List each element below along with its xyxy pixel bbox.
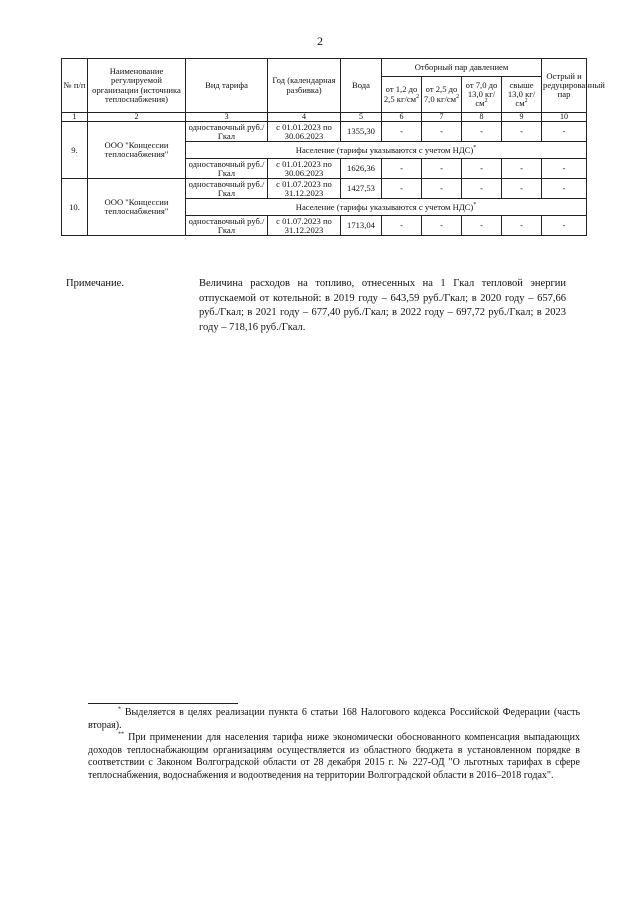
- sharp-steam-value: -: [542, 159, 587, 179]
- footnote-text: Выделяется в целях реализации пункта 6 статьи 168 Налогового кодекса Российской Федерации (часть вторая).: [88, 707, 581, 731]
- steam-4-unit: кг/см: [515, 88, 536, 108]
- steam-2-range: от 2,5 до 7,0: [423, 84, 458, 104]
- tariff-type: одноставочный руб./Гкал: [186, 216, 268, 236]
- footnote-mark: *: [473, 145, 477, 152]
- header-num: № п/п: [62, 59, 88, 113]
- organization-name: ООО "Концессии теплоснабжения": [88, 122, 186, 179]
- column-number: 1: [62, 113, 88, 122]
- column-number: 6: [382, 113, 422, 122]
- water-tariff: 1427,53: [341, 179, 382, 199]
- footnotes: [88, 707, 580, 782]
- sharp-steam-value: -: [542, 179, 587, 199]
- row-number: 10.: [62, 179, 88, 236]
- steam-value: -: [462, 122, 502, 142]
- note-label: Примечание.: [66, 278, 124, 289]
- organization-name: ООО "Концессии теплоснабжения": [88, 179, 186, 236]
- tariff-period: с 01.01.2023 по 30.06.2023: [268, 122, 341, 142]
- footnote-divider: [88, 703, 238, 704]
- steam-2-unit: кг/см: [436, 93, 457, 104]
- tariff-period: с 01.07.2023 по 31.12.2023: [268, 216, 341, 236]
- steam-value: -: [422, 179, 462, 199]
- steam-1-unit-sup: 2: [416, 93, 420, 100]
- header-org: Наименование регулируемой организации (источника теплоснабжения): [88, 59, 186, 113]
- steam-value: -: [502, 159, 542, 179]
- column-number: 10: [542, 113, 587, 122]
- page-number: 2: [317, 34, 323, 48]
- column-number: 4: [268, 113, 341, 122]
- tariff-type: одноставочный руб./Гкал: [186, 122, 268, 142]
- tariff-type: одноставочный руб./Гкал: [186, 179, 268, 199]
- note-text: Величина расходов на топливо, отнесенных на 1 Гкал тепловой энергии отпускаемой от котельной: в 2019 году – 643,59 руб./Гкал; в 2020 году – 657,66 руб./Гкал; в 2021 году – 677,40 руб./Гкал; в 2022 году – 697,72 руб./Гкал; в 2023 году – 718,16 руб./Гкал.: [199, 278, 566, 333]
- tariff-period: с 01.07.2023 по 31.12.2023: [268, 179, 341, 199]
- footnote-text: При применении для населения тарифа ниже экономически обоснованного компенсация выпадающих доходов теплоснабжающим организациям осуществляется из областного бюджета в установленном порядке в соответствии с Законом Волгоградской области от 28 декабря 2015 г. № 227-ОД "О льготных тарифах в сфере теплоснабжения, водоснабжения и водоотведения на территории Волгоградской области в 2016–2018 годах".: [88, 732, 580, 781]
- footnote-mark: **: [118, 731, 124, 738]
- steam-3-unit-sup: 2: [484, 98, 488, 105]
- population-label: [186, 142, 587, 159]
- footnote: [88, 732, 580, 782]
- steam-1-range: от 1,2 до 2,5: [383, 84, 418, 104]
- column-number: 9: [502, 113, 542, 122]
- steam-value: -: [462, 216, 502, 236]
- column-number: 7: [422, 113, 462, 122]
- header-tariff-type: Вид тарифа: [186, 59, 268, 113]
- column-number: 2: [88, 113, 186, 122]
- footnote-mark: *: [473, 202, 477, 209]
- tariff-table: [61, 58, 605, 236]
- steam-4-range: свыше 13,0: [507, 79, 534, 99]
- steam-value: -: [382, 179, 422, 199]
- steam-value: -: [422, 122, 462, 142]
- table-row: [62, 122, 587, 142]
- steam-value: -: [382, 159, 422, 179]
- tariff-period: с 01.01.2023 по 30.06.2023: [268, 159, 341, 179]
- sharp-steam-value: -: [542, 216, 587, 236]
- header-steam-3: [462, 77, 502, 113]
- steam-value: -: [382, 122, 422, 142]
- population-text: Население (тарифы указываются с учетом НДС): [295, 144, 474, 155]
- sharp-steam-value: -: [542, 122, 587, 142]
- table-row: [62, 179, 587, 199]
- footnote-mark: *: [118, 706, 121, 713]
- header-steam-1: [382, 77, 422, 113]
- footnote: [88, 707, 580, 732]
- column-number: 5: [341, 113, 382, 122]
- header-sharp-steam: Острый и редуцированный пар: [542, 59, 587, 113]
- header-steam-2: [422, 77, 462, 113]
- population-label: [186, 199, 587, 216]
- header-water: Вода: [341, 59, 382, 113]
- steam-value: -: [382, 216, 422, 236]
- tariff-type: одноставочный руб./Гкал: [186, 159, 268, 179]
- steam-value: -: [462, 159, 502, 179]
- header-steam-group: Отборный пар давлением: [382, 59, 542, 77]
- note-block: [66, 277, 566, 335]
- column-numbers-row: [62, 113, 587, 122]
- steam-3-unit: кг/см: [475, 88, 496, 108]
- steam-3-range: от 7,0 до 13,0: [465, 79, 498, 99]
- steam-value: -: [422, 159, 462, 179]
- row-number: 9.: [62, 122, 88, 179]
- steam-value: -: [502, 216, 542, 236]
- header-year: Год (календарная разбивка): [268, 59, 341, 113]
- steam-4-unit-sup: 2: [524, 98, 528, 105]
- water-tariff: 1626,36: [341, 159, 382, 179]
- steam-value: -: [502, 122, 542, 142]
- steam-value: -: [462, 179, 502, 199]
- header-steam-4: [502, 77, 542, 113]
- steam-1-unit: кг/см: [396, 93, 417, 104]
- water-tariff: 1713,04: [341, 216, 382, 236]
- steam-2-unit-sup: 2: [456, 93, 460, 100]
- steam-value: -: [422, 216, 462, 236]
- column-number: 3: [186, 113, 268, 122]
- steam-value: -: [502, 179, 542, 199]
- water-tariff: 1355,30: [341, 122, 382, 142]
- population-text: Население (тарифы указываются с учетом НДС): [295, 201, 474, 212]
- column-number: 8: [462, 113, 502, 122]
